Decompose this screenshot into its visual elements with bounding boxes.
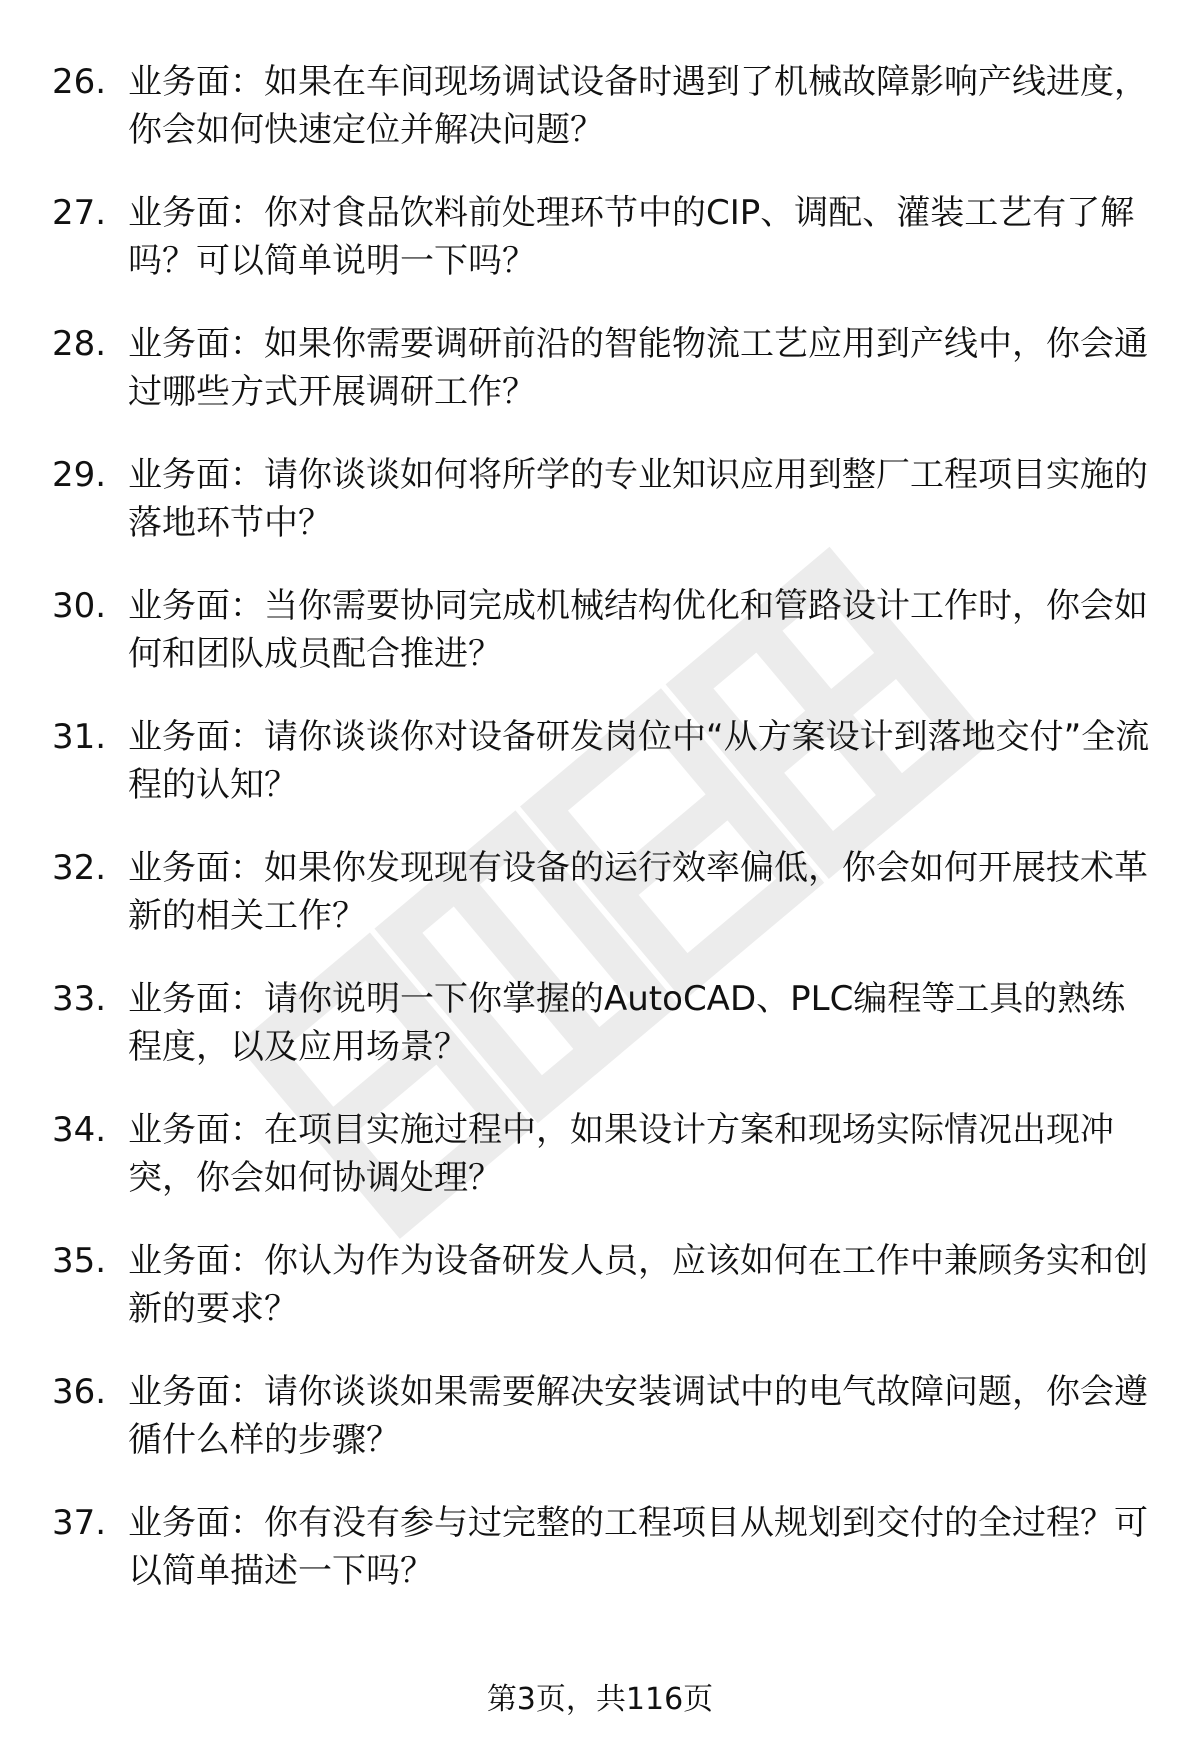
question-list — [0, 58, 1200, 1630]
question-number: 27. — [52, 193, 107, 233]
question-number: 30. — [52, 586, 107, 626]
question-text: 业务面：请你谈谈如何将所学的专业知识应用到整厂工程项目实施的落地环节中？ — [128, 455, 1148, 543]
question-item — [0, 189, 1200, 320]
question-number: 33. — [52, 979, 107, 1019]
question-text: 业务面：如果你需要调研前沿的智能物流工艺应用到产线中，你会通过哪些方式开展调研工作？ — [128, 324, 1148, 412]
question-text: 业务面：在项目实施过程中，如果设计方案和现场实际情况出现冲突，你会如何协调处理？ — [128, 1110, 1114, 1198]
question-text: 业务面：请你说明一下你掌握的AutoCAD、PLC编程等工具的熟练程度，以及应用场景？ — [128, 979, 1126, 1067]
question-item — [0, 713, 1200, 844]
question-text: 业务面：如果在车间现场调试设备时遇到了机械故障影响产线进度，你会如何快速定位并解决问题？ — [128, 62, 1148, 150]
question-number: 29. — [52, 455, 107, 495]
question-number: 37. — [52, 1503, 107, 1543]
question-text: 业务面：你有没有参与过完整的工程项目从规划到交付的全过程？可以简单描述一下吗？ — [128, 1503, 1148, 1591]
question-text: 业务面：如果你发现现有设备的运行效率偏低，你会如何开展技术革新的相关工作？ — [128, 848, 1148, 936]
page-indicator: 第3页，共116页 — [486, 1682, 714, 1717]
question-item — [0, 975, 1200, 1106]
question-text: 业务面：请你谈谈如果需要解决安装调试中的电气故障问题，你会遵循什么样的步骤？ — [128, 1372, 1148, 1460]
question-number: 34. — [52, 1110, 107, 1150]
question-text: 业务面：你对食品饮料前处理环节中的CIP、调配、灌装工艺有了解吗？可以简单说明一下吗？ — [128, 193, 1135, 281]
question-item — [0, 320, 1200, 451]
question-text: 业务面：你认为作为设备研发人员，应该如何在工作中兼顾务实和创新的要求？ — [128, 1241, 1148, 1329]
question-item — [0, 1368, 1200, 1499]
question-item — [0, 58, 1200, 189]
question-item — [0, 1106, 1200, 1237]
question-item — [0, 582, 1200, 713]
question-number: 36. — [52, 1372, 107, 1412]
question-number: 32. — [52, 848, 107, 888]
question-number: 28. — [52, 324, 107, 364]
question-text: 业务面：请你谈谈你对设备研发岗位中“从方案设计到落地交付”全流程的认知？ — [128, 717, 1150, 805]
question-item — [0, 844, 1200, 975]
question-number: 31. — [52, 717, 107, 757]
question-text: 业务面：当你需要协同完成机械结构优化和管路设计工作时，你会如何和团队成员配合推进？ — [128, 586, 1148, 674]
question-item — [0, 451, 1200, 582]
question-item — [0, 1499, 1200, 1630]
question-item — [0, 1237, 1200, 1368]
question-number: 35. — [52, 1241, 107, 1281]
question-number: 26. — [52, 62, 107, 102]
